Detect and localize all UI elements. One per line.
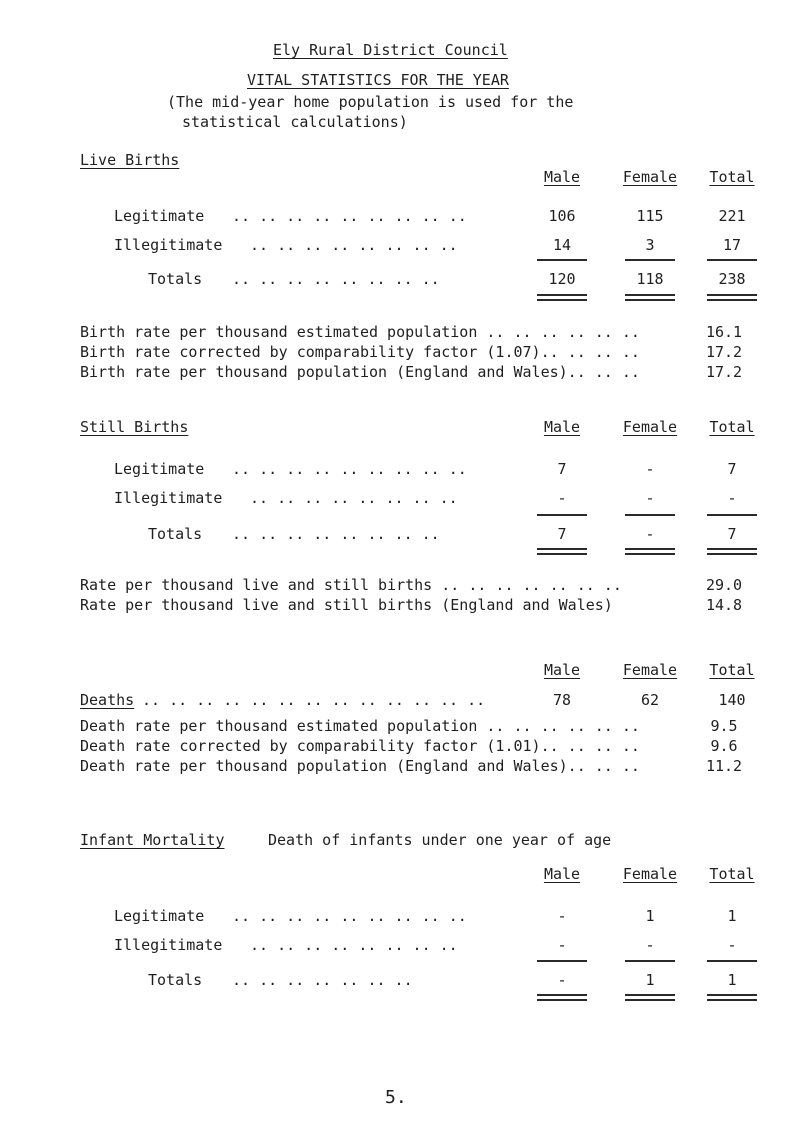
value-female: 3 xyxy=(645,236,655,254)
infant-mortality-heading: Infant Mortality xyxy=(80,831,225,849)
row-label: Illegitimate xyxy=(114,936,223,954)
birth-rate-england-wales-value: 17.2 xyxy=(705,363,743,381)
title-note-line1: (The mid-year home population is used for the xyxy=(167,93,574,111)
still-births-col-male: Male xyxy=(543,418,581,436)
leader-dots: .. .. .. .. .. .. .. .. xyxy=(250,936,458,954)
total-double-rule xyxy=(625,294,675,301)
live-births-col-female: Female xyxy=(622,168,678,186)
value-male: 7 xyxy=(557,525,567,543)
value-total: 7 xyxy=(727,460,737,478)
value-female: 1 xyxy=(645,971,655,989)
still-birth-rate: Rate per thousand live and still births .. .. .. .. .. .. .. xyxy=(80,576,622,594)
value-female: 1 xyxy=(645,907,655,925)
value-total: - xyxy=(727,936,737,954)
row-label: Legitimate xyxy=(114,907,205,925)
total-double-rule xyxy=(537,294,587,301)
title-note-line2: statistical calculations) xyxy=(182,113,408,131)
document-title: VITAL STATISTICS FOR THE YEAR xyxy=(247,71,509,89)
leader-dots: .. .. .. .. .. .. .. .. .. .. .. .. .. xyxy=(142,691,486,709)
value-total: 221 xyxy=(718,207,746,225)
totals-label: Totals xyxy=(148,971,203,989)
value-total: 140 xyxy=(718,691,746,709)
value-male: 106 xyxy=(548,207,576,225)
total-double-rule xyxy=(625,994,675,1001)
total-double-rule xyxy=(625,548,675,555)
value-male: - xyxy=(557,907,567,925)
live-births-col-total: Total xyxy=(709,168,755,186)
value-total: 1 xyxy=(727,971,737,989)
still-birth-rate-value: 29.0 xyxy=(705,576,743,594)
value-total: 1 xyxy=(727,907,737,925)
leader-dots: .. .. .. .. .. .. .. .. xyxy=(232,270,440,288)
leader-dots: .. .. .. .. .. .. .. .. xyxy=(250,489,458,507)
subtotal-rule xyxy=(625,514,675,516)
value-male: - xyxy=(557,971,567,989)
subtotal-rule xyxy=(537,514,587,516)
total-double-rule xyxy=(707,994,757,1001)
deaths-col-total: Total xyxy=(709,661,755,679)
value-female: 118 xyxy=(636,270,664,288)
deaths-label: Deaths xyxy=(80,691,135,709)
row-label: Legitimate xyxy=(114,460,205,478)
subtotal-rule xyxy=(707,514,757,516)
subtotal-rule xyxy=(707,960,757,962)
row-label: Legitimate xyxy=(114,207,205,225)
birth-rate-corrected-value: 17.2 xyxy=(705,343,743,361)
death-rate-corrected: Death rate corrected by comparability factor (1.01).. .. .. .. xyxy=(80,737,640,755)
leader-dots: .. .. .. .. .. .. .. .. xyxy=(232,525,440,543)
infant-col-female: Female xyxy=(622,865,678,883)
infant-col-total: Total xyxy=(709,865,755,883)
deaths-col-male: Male xyxy=(543,661,581,679)
value-female: - xyxy=(645,489,655,507)
death-rate-corrected-value: 9.6 xyxy=(710,737,738,755)
deaths-col-female: Female xyxy=(622,661,678,679)
total-double-rule xyxy=(537,548,587,555)
infant-mortality-subheading: Death of infants under one year of age xyxy=(268,831,612,849)
live-births-heading: Live Births xyxy=(80,151,180,169)
value-female: 115 xyxy=(636,207,664,225)
subtotal-rule xyxy=(537,960,587,962)
totals-label: Totals xyxy=(148,270,203,288)
value-total: 17 xyxy=(722,236,742,254)
leader-dots: .. .. .. .. .. .. .. .. .. xyxy=(232,460,467,478)
leader-dots: .. .. .. .. .. .. .. .. .. xyxy=(232,907,467,925)
death-rate-england-wales: Death rate per thousand population (England and Wales).. .. .. xyxy=(80,757,640,775)
value-female: - xyxy=(645,936,655,954)
page-number: 5. xyxy=(385,1087,407,1108)
row-label: Illegitimate xyxy=(114,489,223,507)
subtotal-rule xyxy=(625,259,675,261)
subtotal-rule xyxy=(537,259,587,261)
leader-dots: .. .. .. .. .. .. .. .. .. xyxy=(232,207,467,225)
still-birth-rate-england-wales-value: 14.8 xyxy=(705,596,743,614)
death-rate-estimated: Death rate per thousand estimated population .. .. .. .. .. .. xyxy=(80,717,640,735)
value-female: 62 xyxy=(640,691,660,709)
value-male: 120 xyxy=(548,270,576,288)
subtotal-rule xyxy=(625,960,675,962)
value-male: - xyxy=(557,489,567,507)
totals-label: Totals xyxy=(148,525,203,543)
birth-rate-corrected: Birth rate corrected by comparability factor (1.07).. .. .. .. xyxy=(80,343,640,361)
leader-dots: .. .. .. .. .. .. .. xyxy=(232,971,413,989)
value-total: 7 xyxy=(727,525,737,543)
value-male: 14 xyxy=(552,236,572,254)
leader-dots: .. .. .. .. .. .. .. .. xyxy=(250,236,458,254)
still-birth-rate-england-wales: Rate per thousand live and still births (England and Wales) xyxy=(80,596,613,614)
value-male: 7 xyxy=(557,460,567,478)
row-label: Illegitimate xyxy=(114,236,223,254)
total-double-rule xyxy=(707,294,757,301)
death-rate-estimated-value: 9.5 xyxy=(710,717,738,735)
value-female: - xyxy=(645,525,655,543)
value-total: 238 xyxy=(718,270,746,288)
value-male: 78 xyxy=(552,691,572,709)
birth-rate-estimated-value: 16.1 xyxy=(705,323,743,341)
death-rate-england-wales-value: 11.2 xyxy=(705,757,743,775)
birth-rate-estimated: Birth rate per thousand estimated population .. .. .. .. .. .. xyxy=(80,323,640,341)
value-male: - xyxy=(557,936,567,954)
value-total: - xyxy=(727,489,737,507)
still-births-heading: Still Births xyxy=(80,418,189,436)
value-female: - xyxy=(645,460,655,478)
infant-col-male: Male xyxy=(543,865,581,883)
still-births-col-female: Female xyxy=(622,418,678,436)
total-double-rule xyxy=(537,994,587,1001)
council-name: Ely Rural District Council xyxy=(273,41,508,59)
birth-rate-england-wales: Birth rate per thousand population (England and Wales).. .. .. xyxy=(80,363,640,381)
still-births-col-total: Total xyxy=(709,418,755,436)
total-double-rule xyxy=(707,548,757,555)
subtotal-rule xyxy=(707,259,757,261)
live-births-col-male: Male xyxy=(543,168,581,186)
